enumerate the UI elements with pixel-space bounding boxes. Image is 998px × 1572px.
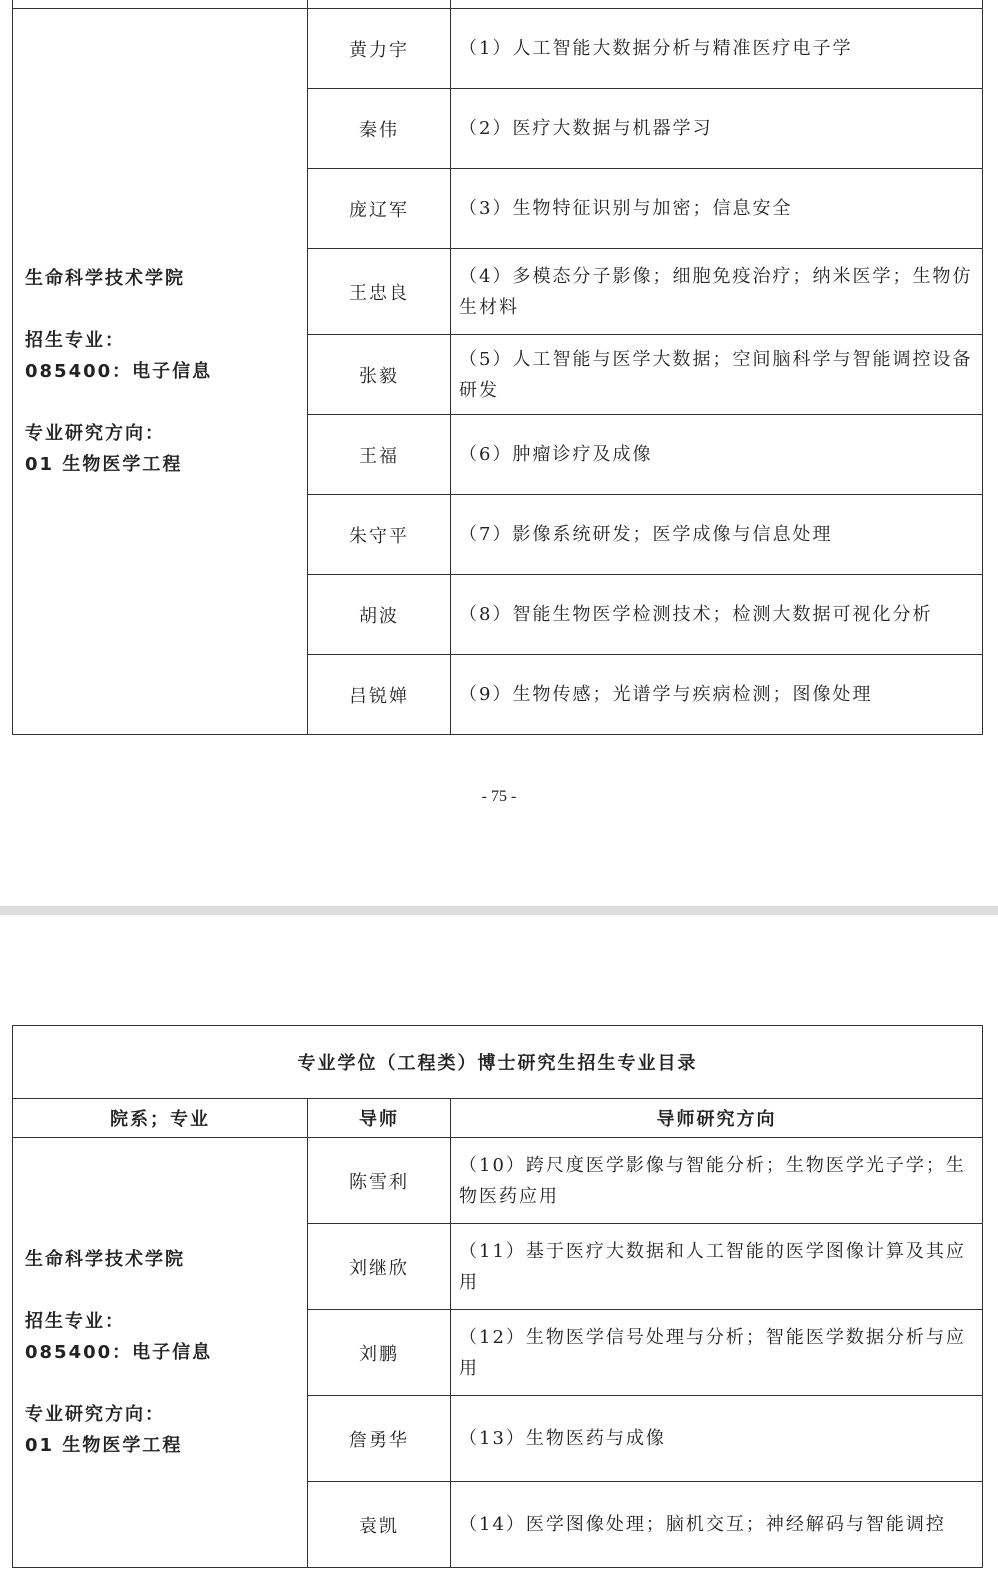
major-value: 085400：电子信息 <box>25 361 213 382</box>
major-label: 招生专业： <box>25 330 125 351</box>
research-direction: （3）生物特征识别与加密；信息安全 <box>451 169 983 249</box>
school-name: 生命科学技术学院 <box>25 1249 185 1270</box>
department-cell <box>13 9 308 735</box>
direction-label: 专业研究方向： <box>25 423 165 444</box>
research-direction: （7）影像系统研发；医学成像与信息处理 <box>451 495 983 575</box>
research-direction: （13）生物医药与成像 <box>451 1396 983 1482</box>
research-direction: （1）人工智能大数据分析与精准医疗电子学 <box>451 9 983 89</box>
advisor-name: 刘继欣 <box>308 1224 451 1310</box>
cell-edge <box>308 0 451 9</box>
table-row <box>13 1138 983 1224</box>
column-header-direction: 导师研究方向 <box>451 1099 983 1138</box>
major-label: 招生专业： <box>25 1311 125 1332</box>
advisor-name: 朱守平 <box>308 495 451 575</box>
advisor-name: 黄力宇 <box>308 9 451 89</box>
advisor-name: 袁凯 <box>308 1482 451 1568</box>
advisor-name: 吕锐婵 <box>308 655 451 735</box>
major-value: 085400：电子信息 <box>25 1342 213 1363</box>
research-direction: （12）生物医学信号处理与分析；智能医学数据分析与应用 <box>451 1310 983 1396</box>
table-title: 专业学位（工程类）博士研究生招生专业目录 <box>13 1026 983 1099</box>
advisor-table-continued <box>12 0 983 735</box>
page-separator <box>0 906 998 915</box>
research-direction: （5）人工智能与医学大数据；空间脑科学与智能调控设备研发 <box>451 335 983 415</box>
cell-edge <box>451 0 983 9</box>
advisor-catalog-table <box>12 1025 983 1568</box>
research-direction: （6）肿瘤诊疗及成像 <box>451 415 983 495</box>
advisor-name: 陈雪利 <box>308 1138 451 1224</box>
advisor-name: 胡波 <box>308 575 451 655</box>
direction-label: 专业研究方向： <box>25 1404 165 1425</box>
table-row <box>13 9 983 89</box>
document-page-76 <box>0 915 998 1572</box>
research-direction: （10）跨尺度医学影像与智能分析；生物医学光子学；生物医药应用 <box>451 1138 983 1224</box>
advisor-name: 张毅 <box>308 335 451 415</box>
department-cell <box>13 1138 308 1568</box>
advisor-name: 刘鹏 <box>308 1310 451 1396</box>
direction-value: 01 生物医学工程 <box>25 1435 183 1456</box>
research-direction: （8）智能生物医学检测技术；检测大数据可视化分析 <box>451 575 983 655</box>
research-direction: （14）医学图像处理；脑机交互；神经解码与智能调控 <box>451 1482 983 1568</box>
advisor-name: 詹勇华 <box>308 1396 451 1482</box>
research-direction: （9）生物传感；光谱学与疾病检测；图像处理 <box>451 655 983 735</box>
direction-value: 01 生物医学工程 <box>25 454 183 475</box>
research-direction: （2）医疗大数据与机器学习 <box>451 89 983 169</box>
research-direction: （4）多模态分子影像；细胞免疫治疗；纳米医学；生物仿生材料 <box>451 249 983 335</box>
advisor-name: 庞辽军 <box>308 169 451 249</box>
school-name: 生命科学技术学院 <box>25 268 185 289</box>
research-direction: （11）基于医疗大数据和人工智能的医学图像计算及其应用 <box>451 1224 983 1310</box>
page-number: - 75 - <box>481 788 517 805</box>
cell-edge <box>13 0 308 9</box>
column-header-department: 院系；专业 <box>13 1099 308 1138</box>
advisor-name: 王福 <box>308 415 451 495</box>
column-header-advisor: 导师 <box>308 1099 451 1138</box>
table-row-top-edge <box>13 0 983 9</box>
advisor-name: 王忠良 <box>308 249 451 335</box>
advisor-name: 秦伟 <box>308 89 451 169</box>
